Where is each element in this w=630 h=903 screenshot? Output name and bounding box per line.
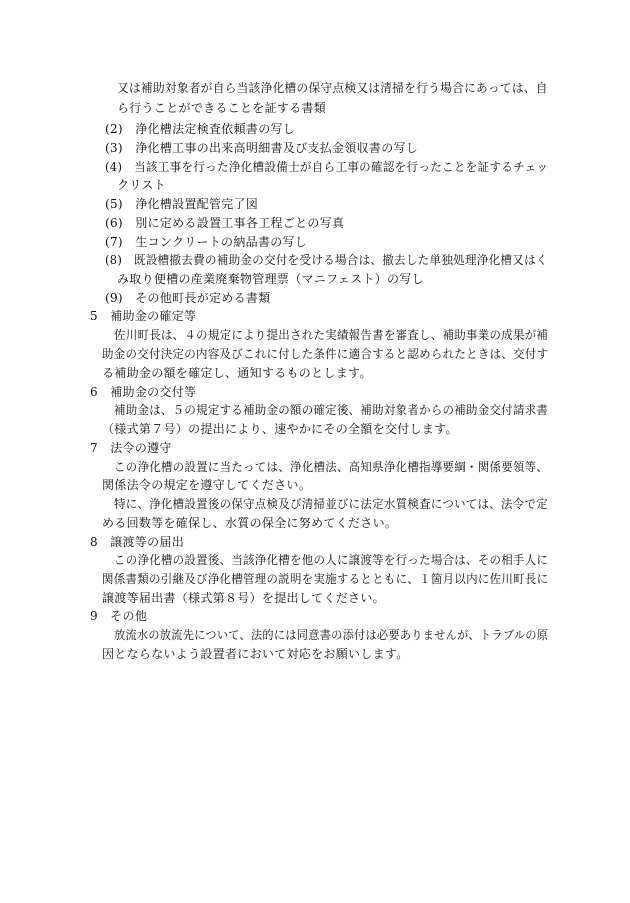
paragraph-line: 因とならないよう設置者において対応をお願いします。 bbox=[102, 647, 409, 661]
section-heading: 8 譲渡等の届出 bbox=[90, 535, 185, 549]
list-item: (2) 浄化槽法定検査依頼書の写し bbox=[105, 122, 296, 136]
section-heading: 9 その他 bbox=[90, 609, 148, 623]
text-line: み取り便槽の産業廃棄物管理票（マニフェスト）の写し bbox=[117, 272, 424, 286]
list-item: (7) 生コンクリートの納品書の写し bbox=[105, 235, 308, 249]
list-item: (5) 浄化槽設置配管完了図 bbox=[105, 197, 259, 211]
paragraph-line: 佐川町長は、４の規定により提出された実績報告書を審査し、補助事業の成果が補 bbox=[114, 328, 549, 342]
text-line: クリスト bbox=[117, 178, 166, 192]
section-heading: 5 補助金の確定等 bbox=[90, 309, 197, 323]
list-item: (6) 別に定める設置工事各工程ごとの写真 bbox=[105, 216, 345, 230]
list-item: (3) 浄化槽工事の出来高明細書及び支払金領収書の写し bbox=[105, 141, 419, 155]
list-item: (4) 当該工事を行った浄化槽設備士が自ら工事の確認を行ったことを証するチェッ bbox=[105, 160, 549, 174]
paragraph-line: 特に、浄化槽設置後の保守点検及び清掃並びに法定水質検査については、法令で定 bbox=[114, 497, 548, 511]
list-item: (8) 既設槽撤去費の補助金の交付を受ける場合は、撤去した単独処理浄化槽又はく bbox=[105, 253, 548, 267]
paragraph-line: る補助金の額を確定し、通知するものとします。 bbox=[102, 366, 372, 380]
paragraph-line: 放流水の放流先について、法的には同意書の添付は必要ありませんが、トラブルの原 bbox=[114, 628, 549, 642]
text-line: ら行うことができることを証する書類 bbox=[117, 101, 327, 115]
paragraph-line: 関係法令の規定を遵守してください。 bbox=[102, 478, 312, 492]
section-heading: 6 補助金の交付等 bbox=[90, 385, 197, 399]
paragraph-line: （様式第７号）の提出により、速やかにその全額を交付します。 bbox=[102, 422, 458, 436]
list-item: (9) その他町長が定める書類 bbox=[105, 291, 271, 305]
paragraph-line: 関係書類の引継及び浄化槽管理の説明を実施するとともに、１箇月以内に佐川町長に bbox=[102, 572, 549, 586]
paragraph-line: この浄化槽の設置に当たっては、浄化槽法、高知県浄化槽指導要綱・関係要領等、 bbox=[114, 460, 549, 474]
paragraph-line: 譲渡等届出書（様式第８号）を提出してください。 bbox=[102, 591, 385, 605]
paragraph-line: この浄化槽の設置後、当該浄化槽を他の人に譲渡等を行った場合は、その相手人に bbox=[114, 553, 549, 567]
paragraph-line: 助金の交付決定の内容及びこれに付した条件に適合すると認められたときは、交付す bbox=[102, 347, 549, 361]
text-line: 又は補助対象者が自ら当該浄化槽の保守点検又は清掃を行う場合にあっては、自 bbox=[117, 81, 548, 95]
section-heading: 7 法令の遵守 bbox=[90, 441, 172, 455]
paragraph-line: 補助金は、５の規定する補助金の額の確定後、補助対象者からの補助金交付請求書 bbox=[114, 403, 549, 417]
paragraph-line: める回数等を確保し、水質の保全に努めてください。 bbox=[102, 516, 398, 530]
